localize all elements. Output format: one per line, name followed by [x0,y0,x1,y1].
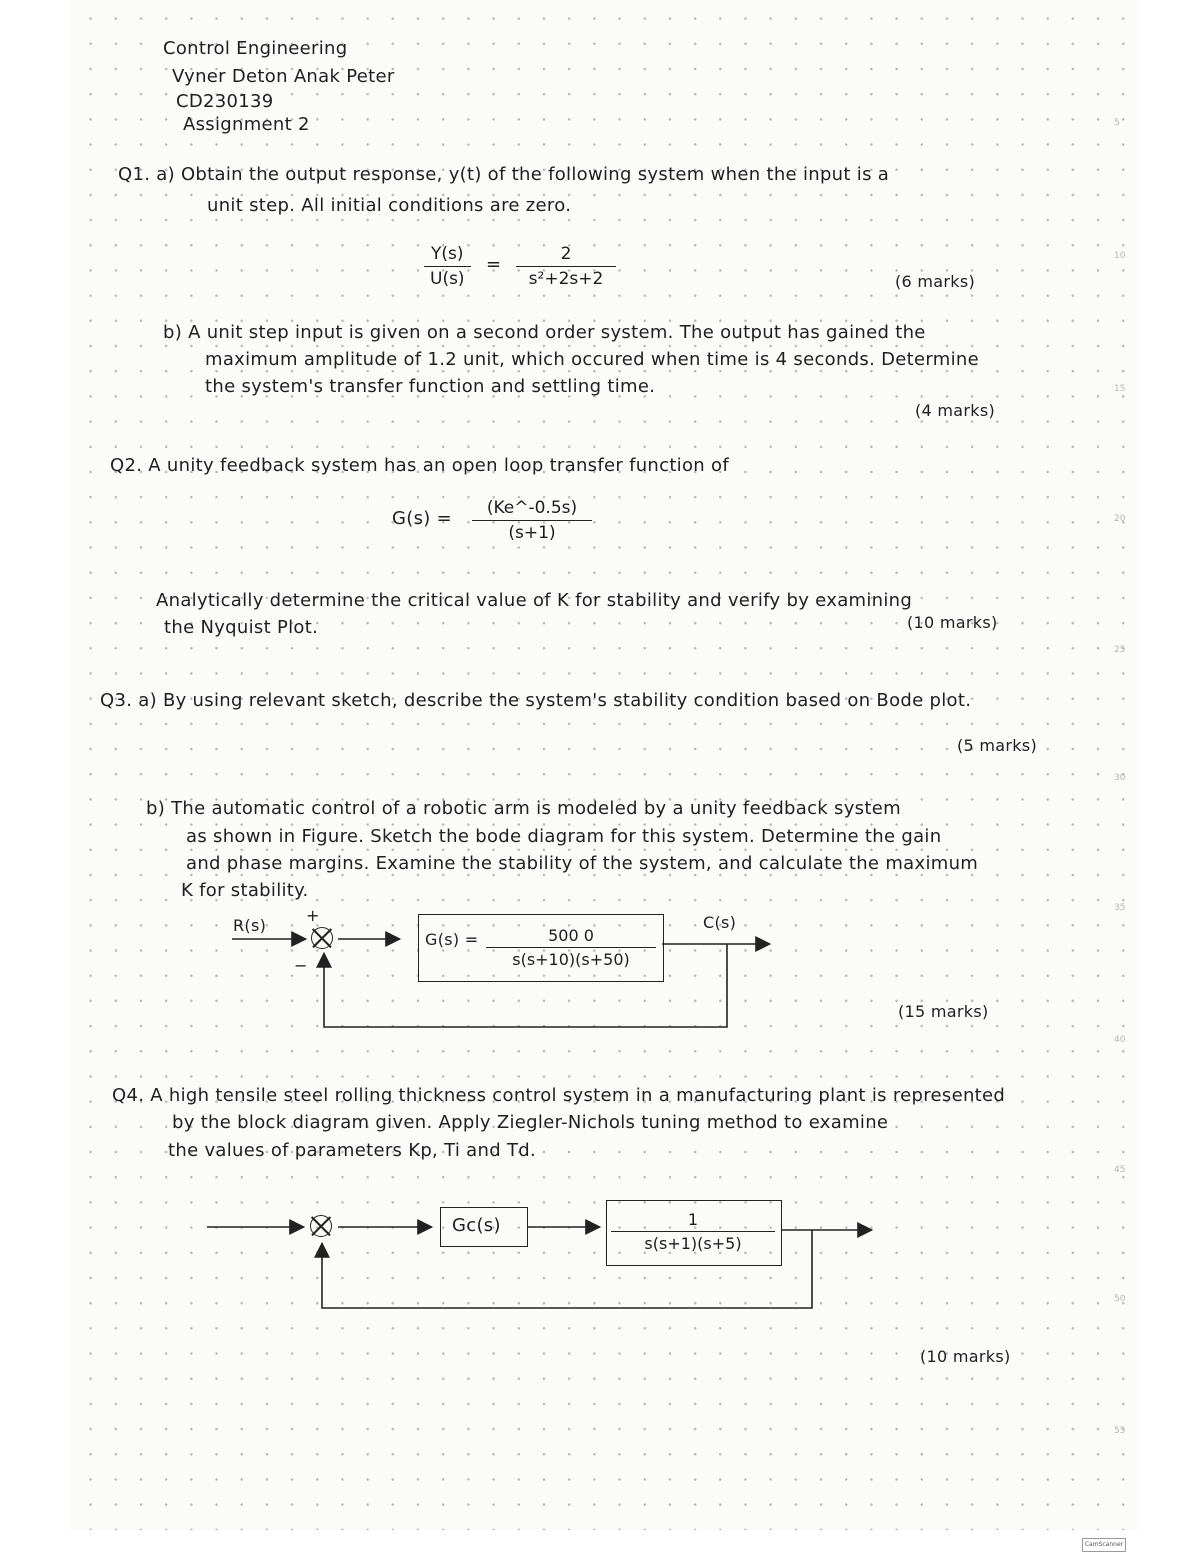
q3-output-label: C(s) [703,913,737,932]
q3-g-denominator: s(s+10)(s+50) [486,947,656,969]
q1b-marks: (4 marks) [915,401,996,420]
margin-number: 40 [1114,1035,1126,1045]
q3b-line-2: as shown in Figure. Sketch the bode diagram for this system. Determine the gain [186,826,942,847]
q3b-line-1: b) The automatic control of a robotic arm is modeled by a unity feedback system [146,798,901,819]
q3-minus-sign: − [294,956,308,975]
q4-plant-expression [611,1210,775,1253]
q3b-line-3: and phase margins. Examine the stability of the system, and calculate the maximum [186,853,979,874]
q1-tf-denominator: U(s) [424,266,471,289]
q3a-marks: (5 marks) [957,736,1038,755]
margin-number: 5 [1114,118,1120,128]
q1a-marks: (6 marks) [895,272,976,291]
q4-gc-label: Gc(s) [452,1215,501,1236]
margin-number: 30 [1114,773,1126,783]
q3-g-numerator: 500 0 [548,926,594,945]
q1b-line-1: b) A unit step input is given on a second order system. The output has gained the [163,322,926,343]
q3-summing-junction [311,927,333,949]
q4-plant-denominator: s(s+1)(s+5) [611,1231,775,1253]
q3b-line-4: K for stability. [181,880,309,901]
q4-plant-numerator: 1 [687,1210,699,1229]
margin-number: 35 [1114,903,1126,913]
q2-g-denominator: (s+1) [472,520,592,543]
q1a-line-2: unit step. All initial conditions are zero. [207,195,572,216]
q1b-line-2: maximum amplitude of 1.2 unit, which occured when time is 4 seconds. Determine [205,349,980,370]
q1-rhs-denominator: s²+2s+2 [516,266,616,289]
q3-g-expression [486,926,656,969]
student-id: CD230139 [176,91,274,112]
q2-g-label: G(s) = [392,508,452,529]
q1-equals: = [486,254,502,275]
assignment-title: Assignment 2 [183,114,310,135]
q2-marks: (10 marks) [907,613,998,632]
q3-input-label: R(s) [233,916,267,935]
q3-g-label: G(s) = [425,930,479,949]
q4-line-1: Q4. A high tensile steel rolling thickness control system in a manufacturing plant is represented [112,1085,1006,1106]
margin-number: 10 [1114,251,1126,261]
q3a-line: Q3. a) By using relevant sketch, describe the system's stability condition based on Bode plot. [100,690,972,711]
student-name: Vyner Deton Anak Peter [172,66,395,87]
q2-line-2: Analytically determine the critical value of K for stability and verify by examining [156,590,913,611]
q2-g-numerator: (Ke^-0.5s) [486,498,578,518]
margin-number: 55 [1114,1426,1126,1436]
q4-line-2: by the block diagram given. Apply Ziegler-Nichols tuning method to examine [172,1112,889,1133]
margin-number: 25 [1114,645,1126,655]
q1-rhs-numerator: 2 [560,244,572,264]
q4-line-3: the values of parameters Kp, Ti and Td. [168,1140,536,1161]
q2-line-3: the Nyquist Plot. [164,617,319,638]
margin-number: 50 [1114,1294,1126,1304]
course-title: Control Engineering [163,38,348,59]
q4-summing-junction [310,1215,332,1237]
scanner-logo: CamScanner [1082,1538,1126,1552]
margin-number: 20 [1114,514,1126,524]
margin-number: 15 [1114,384,1126,394]
q2-line-1: Q2. A unity feedback system has an open loop transfer function of [110,455,729,476]
q1b-line-3: the system's transfer function and settling time. [205,376,656,397]
q3-plus-sign: + [306,906,320,925]
margin-number: 45 [1114,1165,1126,1175]
q1a-line-1: Q1. a) Obtain the output response, y(t) of the following system when the input is a [118,164,890,185]
q1-tf-numerator: Y(s) [431,244,464,264]
q4-marks: (10 marks) [920,1347,1011,1366]
q3b-marks: (15 marks) [898,1002,989,1021]
